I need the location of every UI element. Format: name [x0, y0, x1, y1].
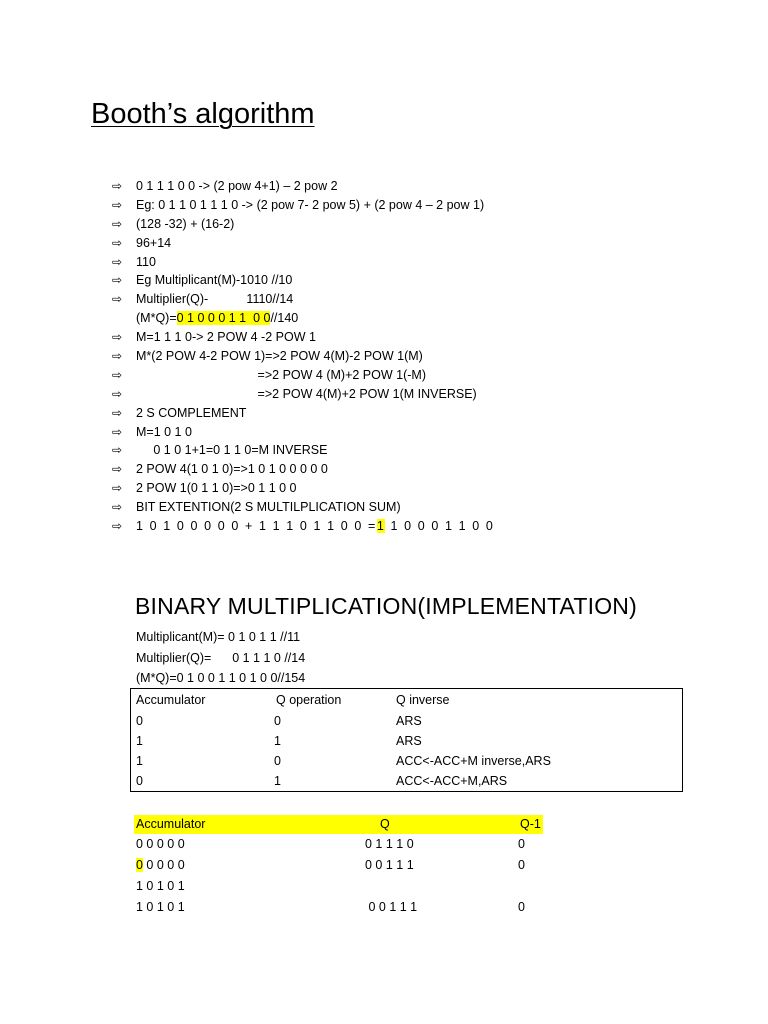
table-header-q-operation: Q operation	[276, 693, 342, 707]
product-line: (M*Q)=0 1 0 0 1 1 0 1 0 0//154	[136, 671, 306, 685]
table-cell: 0	[274, 754, 281, 768]
section-title: BINARY MULTIPLICATION(IMPLEMENTATION)	[135, 593, 637, 619]
multiplicant-line: Multiplicant(M)= 0 1 0 1 1 //11	[136, 630, 301, 644]
bullet-text: =>2 POW 4(M)+2 POW 1(M INVERSE)	[136, 386, 477, 401]
table-cell: ACC<-ACC+M inverse,ARS	[396, 754, 551, 768]
bullet-text: M=1 0 1 0	[136, 424, 192, 439]
table-cell: 1	[274, 734, 281, 748]
bullet-text: 0 1 0 1+1=0 1 1 0=M INVERSE	[136, 443, 328, 458]
bullet-text-prefix: (M*Q)=	[136, 311, 177, 326]
bullet-text: BIT EXTENTION(2 S MULTILPLICATION SUM)	[136, 500, 401, 515]
table-header-q-inverse: Q inverse	[396, 693, 450, 707]
bullet-text	[136, 517, 494, 536]
bullet-text: 2 POW 4(1 0 1 0)=>1 0 1 0 0 0 0 0	[136, 462, 328, 477]
arrow-bullet-icon: ⇨	[112, 273, 123, 288]
table2-cell: 0	[518, 858, 525, 872]
bullet-text: 96+14	[136, 235, 172, 250]
bullet-text: 0 1 1 1 0 0 -> (2 pow 4+1) – 2 pow 2	[136, 179, 338, 193]
table-cell: 0	[136, 774, 143, 788]
table-header-accumulator: Accumulator	[136, 693, 206, 707]
table-cell: 1	[136, 734, 143, 748]
table-cell: ARS	[396, 734, 422, 748]
bullet-text: Eg: 0 1 1 0 1 1 1 0 -> (2 pow 7- 2 pow 5) + (2 pow 4 – 2 pow 1)	[136, 197, 485, 212]
page-title: Booth’s algorithm	[91, 98, 315, 130]
table-cell: 1	[274, 774, 281, 788]
arrow-bullet-icon: ⇨	[112, 292, 123, 307]
arrow-bullet-icon: ⇨	[112, 235, 123, 250]
arrow-bullet-icon: ⇨	[112, 386, 123, 401]
bullet-text: (128 -32) + (16-2)	[136, 216, 235, 231]
arrow-bullet-icon: ⇨	[112, 197, 123, 212]
bullet-text: M*(2 POW 4-2 POW 1)=>2 POW 4(M)-2 POW 1(M)	[136, 349, 423, 364]
table-cell: 0	[274, 714, 281, 728]
table2-header-q: Q	[380, 817, 390, 831]
arrow-bullet-icon: ⇨	[112, 367, 123, 382]
table2-cell: 1 0 1 0 1	[136, 900, 185, 914]
arrow-bullet-icon: ⇨	[112, 349, 123, 364]
table2-cell: 0	[518, 837, 525, 851]
arrow-bullet-icon: ⇨	[112, 254, 123, 269]
table2-cell: 0 0 1 1 1	[365, 900, 418, 914]
bullet-text: M=1 1 1 0-> 2 POW 4 -2 POW 1	[136, 330, 316, 345]
arrow-bullet-icon: ⇨	[112, 443, 123, 458]
arrow-bullet-icon: ⇨	[112, 500, 123, 515]
table2-header-q-1: Q-1	[520, 817, 541, 831]
arrow-bullet-icon: ⇨	[112, 179, 123, 193]
bullet-text: =>2 POW 4 (M)+2 POW 1(-M)	[136, 367, 426, 382]
table-cell: ARS	[396, 714, 422, 728]
table2-cell: 0 0 1 1 1	[365, 858, 414, 872]
bullet-text: Multiplier(Q)- 1110//14	[136, 292, 294, 307]
table2-header-accumulator: Accumulator	[136, 817, 206, 831]
highlighted-bit: 0	[136, 858, 143, 872]
operation-table	[130, 688, 683, 792]
table2-cell: 0 1 1 1 0	[365, 837, 414, 851]
arrow-bullet-icon: ⇨	[112, 481, 123, 496]
arrow-bullet-icon: ⇨	[112, 462, 123, 477]
table-cell: 1	[136, 754, 143, 768]
bullet-text-prefix: 1 0 1 0 0 0 0 0 + 1 1 1 0 1 1 0 0 =	[136, 519, 377, 534]
table2-cell	[136, 856, 185, 875]
bullet-text-suffix: 1 0 0 0 1 1 0 0	[385, 519, 495, 534]
table2-cell: 1 0 1 0 1	[136, 879, 185, 893]
arrow-bullet-icon: ⇨	[112, 216, 123, 231]
bullet-text: 2 S COMPLEMENT	[136, 405, 247, 420]
bullet-text: Eg Multiplicant(M)-1010 //10	[136, 273, 293, 288]
highlighted-text: 1	[376, 519, 386, 534]
bullet-text	[136, 309, 298, 328]
arrow-bullet-icon: ⇨	[112, 424, 123, 439]
multiplier-line: Multiplier(Q)= 0 1 1 1 0 //14	[136, 651, 306, 665]
table2-cell-text: 0 0 0 0	[142, 858, 185, 872]
table-cell: 0	[136, 714, 143, 728]
arrow-bullet-icon: ⇨	[112, 330, 123, 345]
arrow-bullet-icon: ⇨	[112, 405, 123, 420]
bullet-text: 110	[136, 254, 156, 269]
table2-cell: 0	[518, 900, 525, 914]
arrow-bullet-icon: ⇨	[112, 519, 123, 534]
table2-cell: 0 0 0 0 0	[136, 837, 185, 851]
table-cell: ACC<-ACC+M,ARS	[396, 774, 508, 788]
bullet-text-suffix: //140	[270, 311, 299, 326]
highlighted-text: 0 1 0 0 0 1 1 0 0	[176, 311, 271, 326]
bullet-text: 2 POW 1(0 1 1 0)=>0 1 1 0 0	[136, 481, 297, 496]
